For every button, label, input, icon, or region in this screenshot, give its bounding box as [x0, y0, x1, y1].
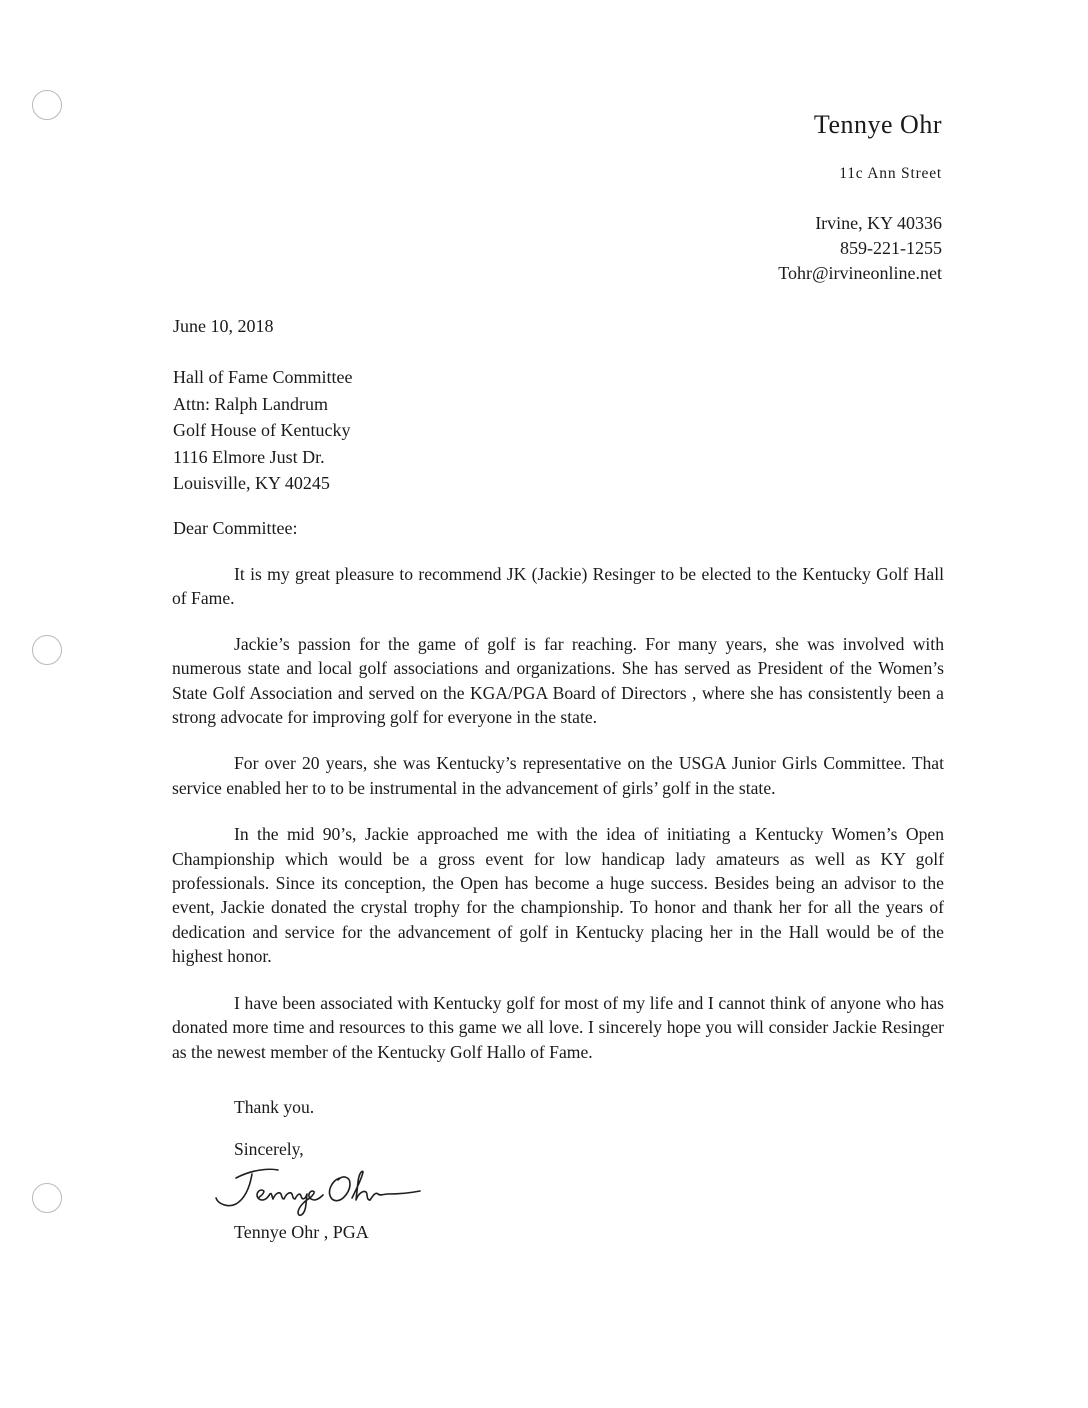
handwritten-signature: [206, 1160, 426, 1222]
letter-body: [172, 562, 944, 1086]
body-paragraph: In the mid 90’s, Jackie approached me with the idea of initiating a Kentucky Women’s Open Championship which would be a gross event for low handicap lady amateurs as well as KY golf professionals. Since its conception, the Open has become a huge success. Besides being an advisor to the event, Jackie donated the crystal trophy for the championship. To honor and thank her for all the years of dedication and service for the advancement of golf in Kentucky placing her in the Hall would be of the highest honor.: [172, 824, 944, 967]
sender-street: 11c Ann Street: [839, 165, 942, 182]
binder-hole: [32, 90, 62, 120]
closing-line: Thank you.: [234, 1097, 315, 1117]
binder-hole: [32, 635, 62, 665]
sender-city-state-zip: Irvine, KY 40336: [815, 213, 942, 233]
salutation: Dear Committee:: [173, 518, 298, 538]
body-paragraph: Jackie’s passion for the game of golf is far reaching. For many years, she was involved with numerous state and local golf associations and organizations. She has served as President of the Women’s State Golf Association and served on the KGA/PGA Board of Directors , where she has consistently been a strong advocate for improving golf for everyone in the state.: [172, 633, 944, 728]
letter-date: June 10, 2018: [173, 316, 274, 336]
sender-phone: 859-221-1255: [840, 238, 942, 258]
body-paragraph: I have been associated with Kentucky golf for most of my life and I cannot think of anyone who has donated more time and resources to this game we all love. I sincerely hope you will consider Jackie Resinger as the newest member of the Kentucky Golf Hallo of Fame.: [172, 992, 944, 1062]
sender-contact-block: [778, 211, 942, 286]
signoff: Sincerely,: [234, 1139, 304, 1159]
body-paragraph: For over 20 years, she was Kentucky’s representative on the USGA Junior Girls Committee. That service enabled her to to be instrumental in the advancement of girls’ golf in the state.: [172, 753, 944, 798]
sender-email: Tohr@irvineonline.net: [778, 263, 942, 283]
signer-name: Tennye Ohr , PGA: [234, 1222, 369, 1242]
recipient-line: Golf House of Kentucky: [173, 420, 351, 440]
recipient-line: Louisville, KY 40245: [173, 473, 330, 493]
recipient-line: 1116 Elmore Just Dr.: [173, 446, 325, 467]
body-paragraph: It is my great pleasure to recommend JK (Jackie) Resinger to be elected to the Kentucky Golf Hall of Fame.: [172, 564, 944, 609]
sender-name: Tennye Ohr: [813, 110, 942, 139]
binder-hole: [32, 1183, 62, 1213]
recipient-line: Hall of Fame Committee: [173, 367, 353, 387]
recipient-line: Attn: Ralph Landrum: [173, 393, 328, 414]
recipient-address: [173, 364, 352, 497]
